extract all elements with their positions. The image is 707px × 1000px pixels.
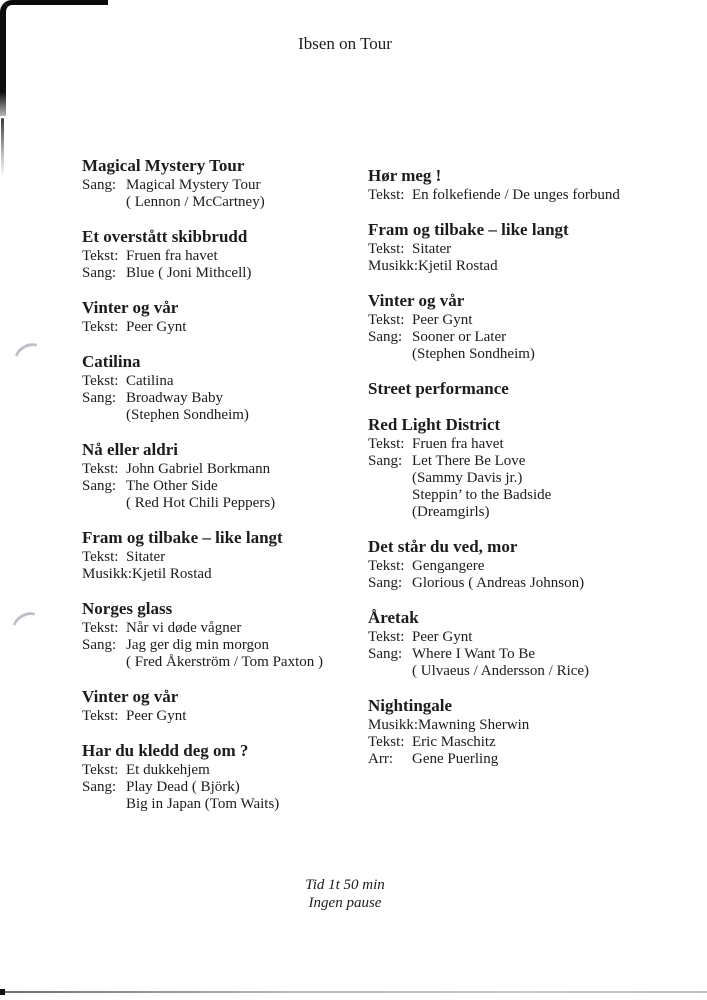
entry-title: Catilina [82, 352, 141, 371]
footer-pause-note: Ingen pause [308, 895, 382, 911]
entry-line [368, 487, 683, 504]
line-text: Når vi døde vågner [126, 620, 242, 636]
setlist-entry [368, 379, 683, 399]
entry-line [82, 654, 397, 671]
entry-line [82, 407, 397, 424]
line-label: Sang: [82, 779, 117, 795]
entry-line [82, 390, 397, 407]
line-text: (Sammy Davis jr.) [412, 470, 523, 486]
line-label [82, 796, 126, 813]
line-text: (Stephen Sondheim) [126, 407, 249, 423]
line-text: Gene Puerling [412, 751, 499, 767]
line-text: Kjetil Rostad [418, 258, 498, 274]
line-label: Sang: [368, 575, 403, 591]
line-label [368, 346, 412, 363]
line-label: Sang: [82, 265, 117, 281]
line-text: Sitater [412, 241, 452, 257]
entry-title: Street performance [368, 379, 509, 398]
setlist-column-right [368, 166, 683, 784]
entry-line [82, 637, 397, 654]
entry-line [368, 646, 683, 663]
line-label [368, 504, 412, 521]
line-text: Fruen fra havet [126, 248, 218, 264]
line-text: En folkefiende / De unges forbund [412, 187, 620, 203]
entry-line [82, 495, 397, 512]
entry-line [82, 566, 397, 583]
setlist-entry [82, 227, 397, 282]
line-text: Let There Be Love [412, 453, 526, 469]
setlist-entry [82, 528, 397, 583]
entry-line [368, 241, 683, 258]
scan-smudge [10, 338, 49, 375]
line-label: Tekst: [368, 312, 405, 328]
entry-line [368, 329, 683, 346]
page-bottom-edge-mark [0, 989, 5, 995]
setlist-entry [82, 687, 397, 725]
entry-line [368, 717, 683, 734]
setlist-entry [368, 537, 683, 592]
line-label: Tekst: [82, 708, 119, 724]
line-label: Tekst: [368, 629, 405, 645]
entry-line [368, 436, 683, 453]
entry-line [82, 779, 397, 796]
entry-line [82, 194, 397, 211]
line-text: (Dreamgirls) [412, 504, 490, 520]
entry-title: Det står du ved, mor [368, 537, 518, 556]
entry-line [368, 734, 683, 751]
line-text: Peer Gynt [412, 629, 473, 645]
line-label [82, 654, 126, 671]
setlist-entry [368, 415, 683, 521]
line-text: Big in Japan (Tom Waits) [126, 796, 280, 812]
setlist-entry [368, 166, 683, 204]
line-text: Jag ger dig min morgon [126, 637, 270, 653]
line-text: Et dukkehjem [126, 762, 210, 778]
line-text: Where I Want To Be [412, 646, 535, 662]
entry-title: Red Light District [368, 415, 501, 434]
line-text: Peer Gynt [126, 319, 187, 335]
line-label [82, 194, 126, 211]
setlist-entry [368, 696, 683, 768]
line-label [368, 470, 412, 487]
entry-line [368, 575, 683, 592]
line-label: Sang: [368, 646, 403, 662]
line-label: Tekst: [368, 241, 405, 257]
line-text: Magical Mystery Tour [126, 177, 261, 193]
line-label: Tekst: [368, 558, 405, 574]
entry-title: Fram og tilbake – like langt [82, 528, 283, 547]
line-text: Blue ( Joni Mithcell) [126, 265, 252, 281]
line-text: Fruen fra havet [412, 436, 504, 452]
line-text: ( Fred Åkerström / Tom Paxton ) [126, 654, 323, 670]
line-text: Glorious ( Andreas Johnson) [412, 575, 585, 591]
entry-line [82, 549, 397, 566]
setlist-entry [82, 599, 397, 671]
scan-edge-trail [1, 118, 4, 176]
scan-smudge [8, 607, 47, 644]
entry-line [368, 558, 683, 575]
entry-line [368, 187, 683, 204]
line-label: Sang: [82, 478, 117, 494]
line-label [82, 495, 126, 512]
line-text: John Gabriel Borkmann [126, 461, 271, 477]
line-text: ( Red Hot Chili Peppers) [126, 495, 276, 511]
entry-line [82, 461, 397, 478]
entry-line [82, 478, 397, 495]
page-title: Ibsen on Tour [298, 34, 392, 53]
line-label [82, 407, 126, 424]
line-label: Tekst: [82, 248, 119, 264]
entry-line [368, 312, 683, 329]
line-text: ( Ulvaeus / Andersson / Rice) [412, 663, 590, 679]
entry-title: Et overstått skibbrudd [82, 227, 248, 246]
entry-title: Har du kledd deg om ? [82, 741, 249, 760]
line-label: Sang: [82, 637, 117, 653]
entry-title: Magical Mystery Tour [82, 156, 245, 175]
setlist-entry [368, 291, 683, 363]
footer-duration: Tid 1t 50 min [305, 877, 385, 893]
entry-title: Nå eller aldri [82, 440, 178, 459]
entry-line [82, 248, 397, 265]
line-label: Tekst: [82, 461, 119, 477]
footer-note [0, 876, 690, 912]
setlist-entry [82, 352, 397, 424]
line-label: Musikk: [82, 566, 133, 582]
entry-line [368, 258, 683, 275]
line-label: Sang: [368, 329, 403, 345]
line-text: Gengangere [412, 558, 485, 574]
entry-title: Hør meg ! [368, 166, 442, 185]
entry-line [82, 319, 397, 336]
line-text: ( Lennon / McCartney) [126, 194, 265, 210]
line-label: Sang: [82, 390, 117, 406]
line-label: Musikk: [368, 258, 419, 274]
setlist-column-left [82, 156, 397, 829]
setlist-entry [82, 156, 397, 211]
line-text: Broadway Baby [126, 390, 224, 406]
entry-line [82, 177, 397, 194]
setlist-entry [82, 440, 397, 512]
entry-title: Vinter og vår [82, 687, 179, 706]
line-label: Tekst: [368, 734, 405, 750]
line-label: Tekst: [82, 373, 119, 389]
line-label: Tekst: [82, 620, 119, 636]
entry-line [82, 373, 397, 390]
line-label: Musikk: [368, 717, 419, 733]
entry-line [368, 453, 683, 470]
entry-line [368, 346, 683, 363]
line-label: Tekst: [368, 436, 405, 452]
line-label: Tekst: [82, 762, 119, 778]
scan-corner-artifact [0, 0, 108, 116]
line-text: Mawning Sherwin [418, 717, 530, 733]
line-label: Sang: [82, 177, 117, 193]
line-label [368, 487, 412, 504]
line-text: Sooner or Later [412, 329, 507, 345]
entry-title: Norges glass [82, 599, 173, 618]
entry-title: Vinter og vår [82, 298, 179, 317]
line-text: The Other Side [126, 478, 218, 494]
line-text: Catilina [126, 373, 174, 389]
entry-line [82, 762, 397, 779]
entry-line [368, 470, 683, 487]
setlist-entry [82, 741, 397, 813]
setlist-entry [368, 220, 683, 275]
entry-line [82, 708, 397, 725]
line-label: Tekst: [368, 187, 405, 203]
line-text: Eric Maschitz [412, 734, 496, 750]
entry-line [368, 663, 683, 680]
entry-line [368, 504, 683, 521]
setlist-entry [82, 298, 397, 336]
page-bottom-edge [0, 991, 707, 993]
setlist-entry [368, 608, 683, 680]
entry-line [368, 751, 683, 768]
line-label: Sang: [368, 453, 403, 469]
entry-title: Nightingale [368, 696, 453, 715]
line-text: Kjetil Rostad [132, 566, 212, 582]
line-label: Tekst: [82, 549, 119, 565]
line-text: Sitater [126, 549, 166, 565]
line-text: Peer Gynt [126, 708, 187, 724]
line-label: Tekst: [82, 319, 119, 335]
line-text: Play Dead ( Björk) [126, 779, 240, 795]
entry-title: Åretak [368, 608, 419, 627]
entry-line [82, 620, 397, 637]
entry-title: Vinter og vår [368, 291, 465, 310]
line-text: Peer Gynt [412, 312, 473, 328]
line-label: Arr: [368, 751, 393, 767]
entry-line [82, 265, 397, 282]
entry-line [368, 629, 683, 646]
line-text: Steppin’ to the Badside [412, 487, 552, 503]
entry-line [82, 796, 397, 813]
line-label [368, 663, 412, 680]
line-text: (Stephen Sondheim) [412, 346, 535, 362]
entry-title: Fram og tilbake – like langt [368, 220, 569, 239]
